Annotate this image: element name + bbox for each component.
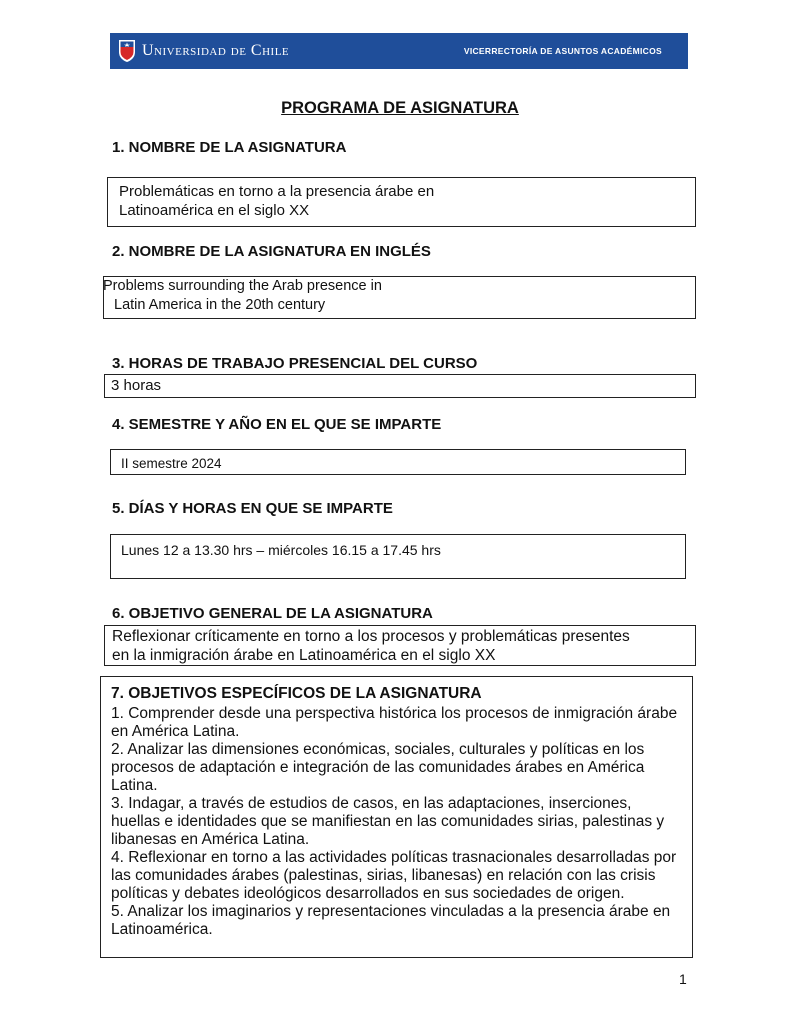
section-6-box	[104, 625, 696, 666]
section-6-line-1: Reflexionar críticamente en torno a los procesos y problemáticas presentes	[112, 628, 630, 645]
section-2-heading: 2. NOMBRE DE LA ASIGNATURA EN INGLÉS	[112, 243, 431, 260]
section-4-heading: 4. SEMESTRE Y AÑO EN EL QUE SE IMPARTE	[112, 416, 442, 433]
section-6-heading: 6. OBJETIVO GENERAL DE LA ASIGNATURA	[112, 605, 433, 622]
section-6-line-2: en la inmigración árabe en Latinoamérica en el siglo XX	[112, 647, 496, 664]
objective-item-4: 4. Reflexionar en torno a las actividades políticas trasnacionales desarrolladas por las comunidades árabes (palestinas, sirias, libanesas) en relación con las crisis políticas y debates ideológicos desarrollados en sus sociedades de origen.	[111, 849, 677, 902]
university-name: Universidad de Chile	[142, 42, 290, 59]
section-1-line-2: Latinoamérica en el siglo XX	[119, 202, 310, 219]
section-7-heading: 7. OBJETIVOS ESPECÍFICOS DE LA ASIGNATURA	[111, 685, 482, 702]
section-1-heading: 1. NOMBRE DE LA ASIGNATURA	[112, 139, 347, 156]
section-5-box	[110, 534, 686, 579]
objective-item-5: 5. Analizar los imaginarios y representaciones vinculadas a la presencia árabe en Latinoamérica.	[111, 903, 671, 938]
section-4-value: II semestre 2024	[121, 456, 222, 471]
section-7-box	[100, 676, 693, 958]
section-1-box	[107, 177, 696, 227]
header-banner	[110, 33, 688, 69]
document-title: PROGRAMA DE ASIGNATURA	[281, 99, 519, 117]
section-1-line-1: Problemáticas en torno a la presencia árabe en	[119, 183, 435, 200]
banner-left	[118, 39, 289, 63]
objective-item-3: 3. Indagar, a través de estudios de casos, en las adaptaciones, inserciones, huellas e identidades que se manifiestan en las comunidades sirias, palestinas y libanesas en América Latina.	[111, 795, 665, 848]
section-2-line-1: Problems surrounding the Arab presence in	[103, 278, 382, 294]
university-shield-logo	[118, 39, 136, 63]
objective-item-2: 2. Analizar las dimensiones económicas, sociales, culturales y políticas en los procesos de adaptación e integración de las comunidades árabes en América Latina.	[111, 741, 645, 794]
section-2-line-2: Latin America in the 20th century	[114, 297, 326, 313]
section-3-value: 3 horas	[111, 377, 162, 394]
section-3-heading: 3. HORAS DE TRABAJO PRESENCIAL DEL CURSO	[112, 355, 478, 372]
objective-item-1: 1. Comprender desde una perspectiva histórica los procesos de inmigración árabe en América Latina.	[111, 705, 678, 740]
section-4-box	[110, 449, 686, 475]
section-5-heading: 5. DÍAS Y HORAS EN QUE SE IMPARTE	[112, 500, 393, 517]
section-5-value: Lunes 12 a 13.30 hrs – miércoles 16.15 a 17.45 hrs	[121, 542, 441, 558]
section-3-box	[104, 374, 696, 398]
page-number: 1	[679, 971, 687, 987]
section-2-box	[103, 276, 696, 319]
vicerrectoria-label: VICERRECTORÍA DE ASUNTOS ACADÉMICOS	[463, 46, 662, 56]
